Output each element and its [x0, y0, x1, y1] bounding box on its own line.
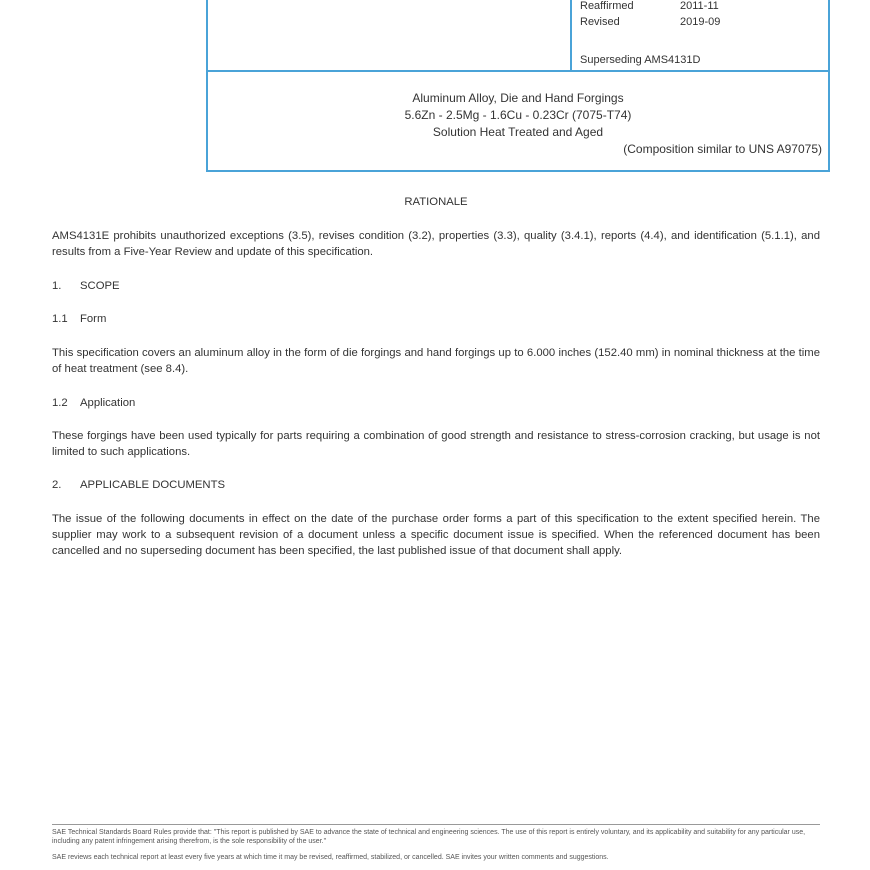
section-application-heading	[52, 395, 820, 411]
rationale-text: AMS4131E prohibits unauthorized exceptions (3.5), revises condition (3.2), properties (3.3), quality (3.4.1), reports (4.4), and identification (5.1.1), and results from a Five-Year Review and update of this specification.	[52, 230, 820, 258]
title-line-3: Solution Heat Treated and Aged	[432, 125, 604, 139]
revised-row	[580, 16, 720, 28]
section-number: 1.2	[52, 397, 68, 409]
footer-notice-2: SAE reviews each technical report at least every five years at which time it may be revised, reaffirmed, stabilized, or cancelled. SAE invites your written comments and suggestions.	[52, 854, 609, 861]
header-logo-area	[208, 0, 572, 72]
document-header-box	[206, 0, 830, 172]
form-paragraph: This specification covers an aluminum alloy in the form of die forgings and hand forgings up to 6.000 inches (152.40 mm) in nominal thickness at the time of heat treatment (see 8.4).	[52, 347, 820, 375]
footer-divider	[52, 824, 820, 825]
title-line-1: Aluminum Alloy, Die and Hand Forgings	[412, 91, 624, 105]
reaffirmed-label: Reaffirmed	[580, 0, 634, 12]
section-title: SCOPE	[80, 280, 120, 292]
documents-paragraph: The issue of the following documents in effect on the date of the purchase order forms a part of this specification to the extent specified herein. The supplier may work to a subsequent revision of a document unless a specific document issue is specified. When the referenced document has been cancelled and no superseding document has been specified, the last published issue of that document shall apply.	[52, 513, 820, 557]
section-scope-heading	[52, 278, 820, 294]
title-line-4: (Composition similar to UNS A97075)	[623, 142, 822, 156]
revised-label: Revised	[580, 16, 620, 28]
section-number: 2.	[52, 479, 62, 491]
rationale-heading: RATIONALE	[404, 196, 468, 208]
application-paragraph: These forgings have been used typically for parts requiring a combination of good strength and resistance to stress-corrosion cracking, but usage is not limited to such applications.	[52, 430, 820, 458]
title-line-2: 5.6Zn - 2.5Mg - 1.6Cu - 0.23Cr (7075-T74)	[404, 108, 632, 122]
section-number: 1.1	[52, 313, 68, 325]
document-title	[208, 90, 828, 158]
section-form-heading	[52, 311, 820, 327]
section-title: APPLICABLE DOCUMENTS	[80, 479, 226, 491]
header-dates-area	[572, 0, 828, 72]
reaffirmed-value: 2011-11	[680, 0, 719, 12]
revised-value: 2019-09	[680, 16, 721, 28]
section-title: Form	[80, 313, 107, 325]
section-number: 1.	[52, 280, 62, 292]
superseding-text: Superseding AMS4131D	[580, 54, 701, 66]
footer-notice-1: SAE Technical Standards Board Rules provide that: "This report is published by SAE to advance the state of technical and engineering sciences. The use of this report is entirely voluntary, and its applicability and suitability for any particular use, including any patent infringement arising therefrom, is the sole responsibility of the user."	[52, 829, 806, 845]
section-title: Application	[80, 397, 136, 409]
section-documents-heading	[52, 477, 820, 493]
reaffirmed-row	[580, 0, 719, 12]
